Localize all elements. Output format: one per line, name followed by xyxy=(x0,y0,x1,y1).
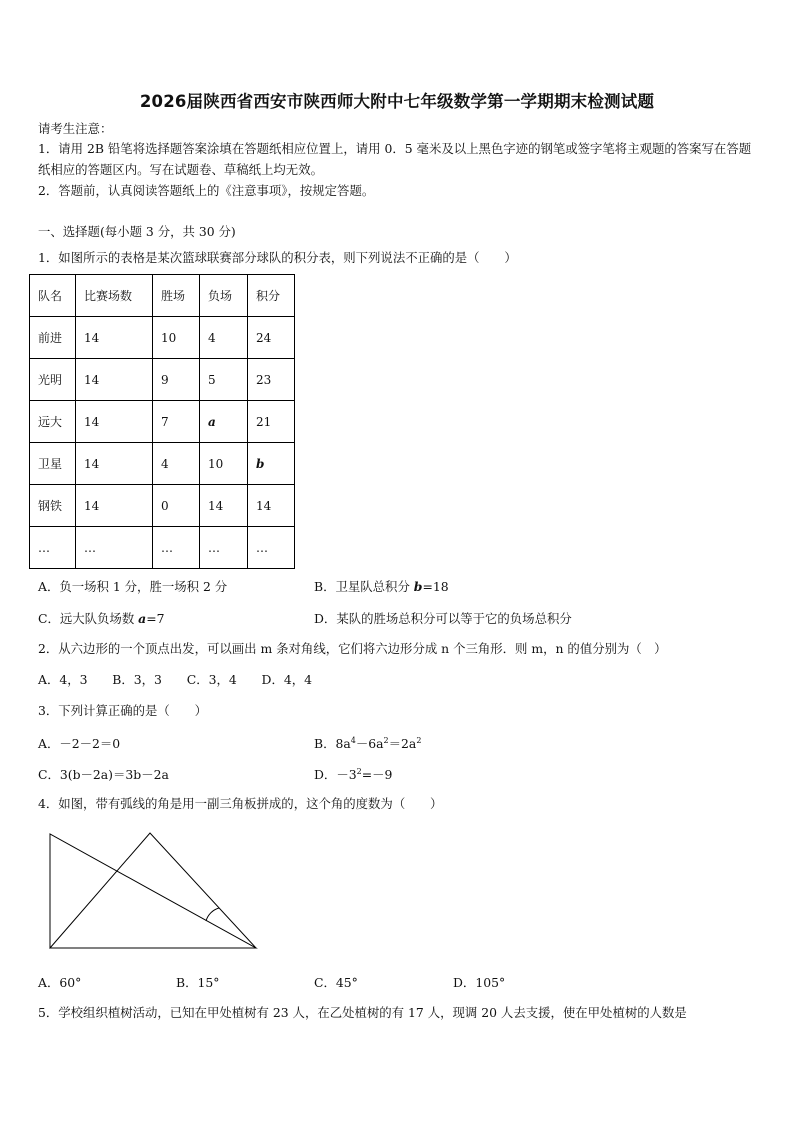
table-cell: 14 xyxy=(76,317,153,359)
q1-option-c-suffix: =7 xyxy=(146,611,165,626)
table-cell: 14 xyxy=(248,485,295,527)
table-cell: 0 xyxy=(153,485,200,527)
table-header-cell: 积分 xyxy=(248,275,295,317)
table-cell: 14 xyxy=(76,401,153,443)
table-cell: … xyxy=(76,527,153,569)
angle-arc xyxy=(206,908,219,921)
q3-option-b-term-2: －6a xyxy=(355,736,384,751)
q3-option-b-term-1: 8a xyxy=(335,736,351,751)
table-cell: 14 xyxy=(76,485,153,527)
table-cell: 5 xyxy=(200,359,248,401)
table-row xyxy=(30,527,295,569)
q1-option-b xyxy=(314,577,449,595)
table-row xyxy=(30,317,295,359)
q3-option-b-label: B． xyxy=(314,736,336,751)
triangle-right-angle xyxy=(50,834,256,948)
page-title: 2026届陕西省西安市陕西师大附中七年级数学第一学期期末检测试题 xyxy=(139,92,655,111)
question-4-stem: 4．如图，带有弧线的角是用一副三角板拼成的，这个角的度数为（ ） xyxy=(38,796,443,811)
table-row xyxy=(30,485,295,527)
q3-option-b-exponent-2: 2 xyxy=(383,735,389,745)
q4-option-b: B．15° xyxy=(176,975,220,990)
q1-option-c-prefix: C．远大队负场数 xyxy=(38,611,139,626)
q1-option-a: A．负一场积 1 分，胜一场积 2 分 xyxy=(38,579,228,594)
table-cell: 钢铁 xyxy=(30,485,76,527)
q3-option-d-term-2: =－9 xyxy=(361,767,393,782)
table-cell: 10 xyxy=(153,317,200,359)
table-header-cell: 比赛场数 xyxy=(76,275,153,317)
table-cell: 23 xyxy=(248,359,295,401)
q1-option-b-suffix: =18 xyxy=(422,579,449,594)
question-2-stem: 2．从六边形的一个顶点出发，可以画出 m 条对角线，它们将六边形分成 n 个三角形．则 m，n 的值分别为（ ） xyxy=(38,641,667,656)
question-1-stem: 1．如图所示的表格是某次篮球联赛部分球队的积分表，则下列说法不正确的是（ ） xyxy=(38,250,517,265)
table-cell: 远大 xyxy=(30,401,76,443)
q3-option-d-exponent: 2 xyxy=(356,766,362,776)
q3-option-d-label: D． xyxy=(314,767,337,782)
triangle-figure xyxy=(44,828,264,954)
score-table xyxy=(29,274,295,569)
table-cell: 14 xyxy=(76,359,153,401)
table-cell: 9 xyxy=(153,359,200,401)
q1-option-c-variable: a xyxy=(138,611,147,626)
table-row xyxy=(30,401,295,443)
table-cell: 14 xyxy=(76,443,153,485)
q4-option-d: D．105° xyxy=(453,975,506,990)
table-cell: … xyxy=(200,527,248,569)
q3-option-c: C．3(b－2a)＝3b－2a xyxy=(38,767,169,782)
table-header-cell: 胜场 xyxy=(153,275,200,317)
q3-option-b-exponent-1: 4 xyxy=(350,735,356,745)
q4-option-a: A．60° xyxy=(38,975,82,990)
table-cell: 24 xyxy=(248,317,295,359)
q1-option-b-variable: b xyxy=(413,579,423,594)
q3-option-b xyxy=(314,734,421,752)
table-cell: 前进 xyxy=(30,317,76,359)
q3-option-b-exponent-3: 2 xyxy=(416,735,422,745)
table-cell: 4 xyxy=(200,317,248,359)
section-heading: 一、选择题(每小题 3 分，共 30 分) xyxy=(38,224,236,239)
table-cell: 14 xyxy=(200,485,248,527)
q2-options: A．4，3 B．3，3 C．3，4 D．4，4 xyxy=(38,672,313,687)
notice-item-1: 1．请用 2B 铅笔将选择题答案涂填在答题纸相应位置上，请用 0．5 毫米及以上黑色字迹的钢笔或签字笔将主观题的答案写在答题纸相应的答题区内。写在试题卷、草稿纸上均无效。 xyxy=(38,141,752,177)
table-cell: 卫星 xyxy=(30,443,76,485)
q1-option-d: D．某队的胜场总积分可以等于它的负场总积分 xyxy=(314,611,572,626)
notice-heading: 请考生注意： xyxy=(38,121,113,136)
table-header-cell: 队名 xyxy=(30,275,76,317)
q3-option-a: A．－2－2＝0 xyxy=(38,736,121,751)
table-cell: 7 xyxy=(153,401,200,443)
question-5-stem: 5．学校组织植树活动，已知在甲处植树有 23 人，在乙处植树的有 17 人，现调 20 人去支援，使在甲处植树的人数是 xyxy=(38,1005,687,1020)
table-cell-variable-a: a xyxy=(200,401,248,443)
q3-option-d xyxy=(314,765,392,783)
table-header-row xyxy=(30,275,295,317)
question-3-stem: 3．下列计算正确的是（ ） xyxy=(38,703,207,718)
table-cell-variable-b: b xyxy=(248,443,295,485)
table-row xyxy=(30,443,295,485)
table-cell: … xyxy=(248,527,295,569)
notice-item-2: 2．答题前，认真阅读答题纸上的《注意事项》，按规定答题。 xyxy=(38,183,375,198)
q4-option-c: C．45° xyxy=(314,975,358,990)
q1-option-c xyxy=(38,609,164,627)
q3-option-b-term-3: ＝2a xyxy=(388,736,417,751)
table-cell: … xyxy=(153,527,200,569)
table-cell: 4 xyxy=(153,443,200,485)
q3-option-d-term-1: －3 xyxy=(336,767,357,782)
table-cell: … xyxy=(30,527,76,569)
table-row xyxy=(30,359,295,401)
q1-option-b-prefix: B．卫星队总积分 xyxy=(314,579,414,594)
table-cell: 10 xyxy=(200,443,248,485)
table-cell: 21 xyxy=(248,401,295,443)
table-cell: 光明 xyxy=(30,359,76,401)
table-header-cell: 负场 xyxy=(200,275,248,317)
